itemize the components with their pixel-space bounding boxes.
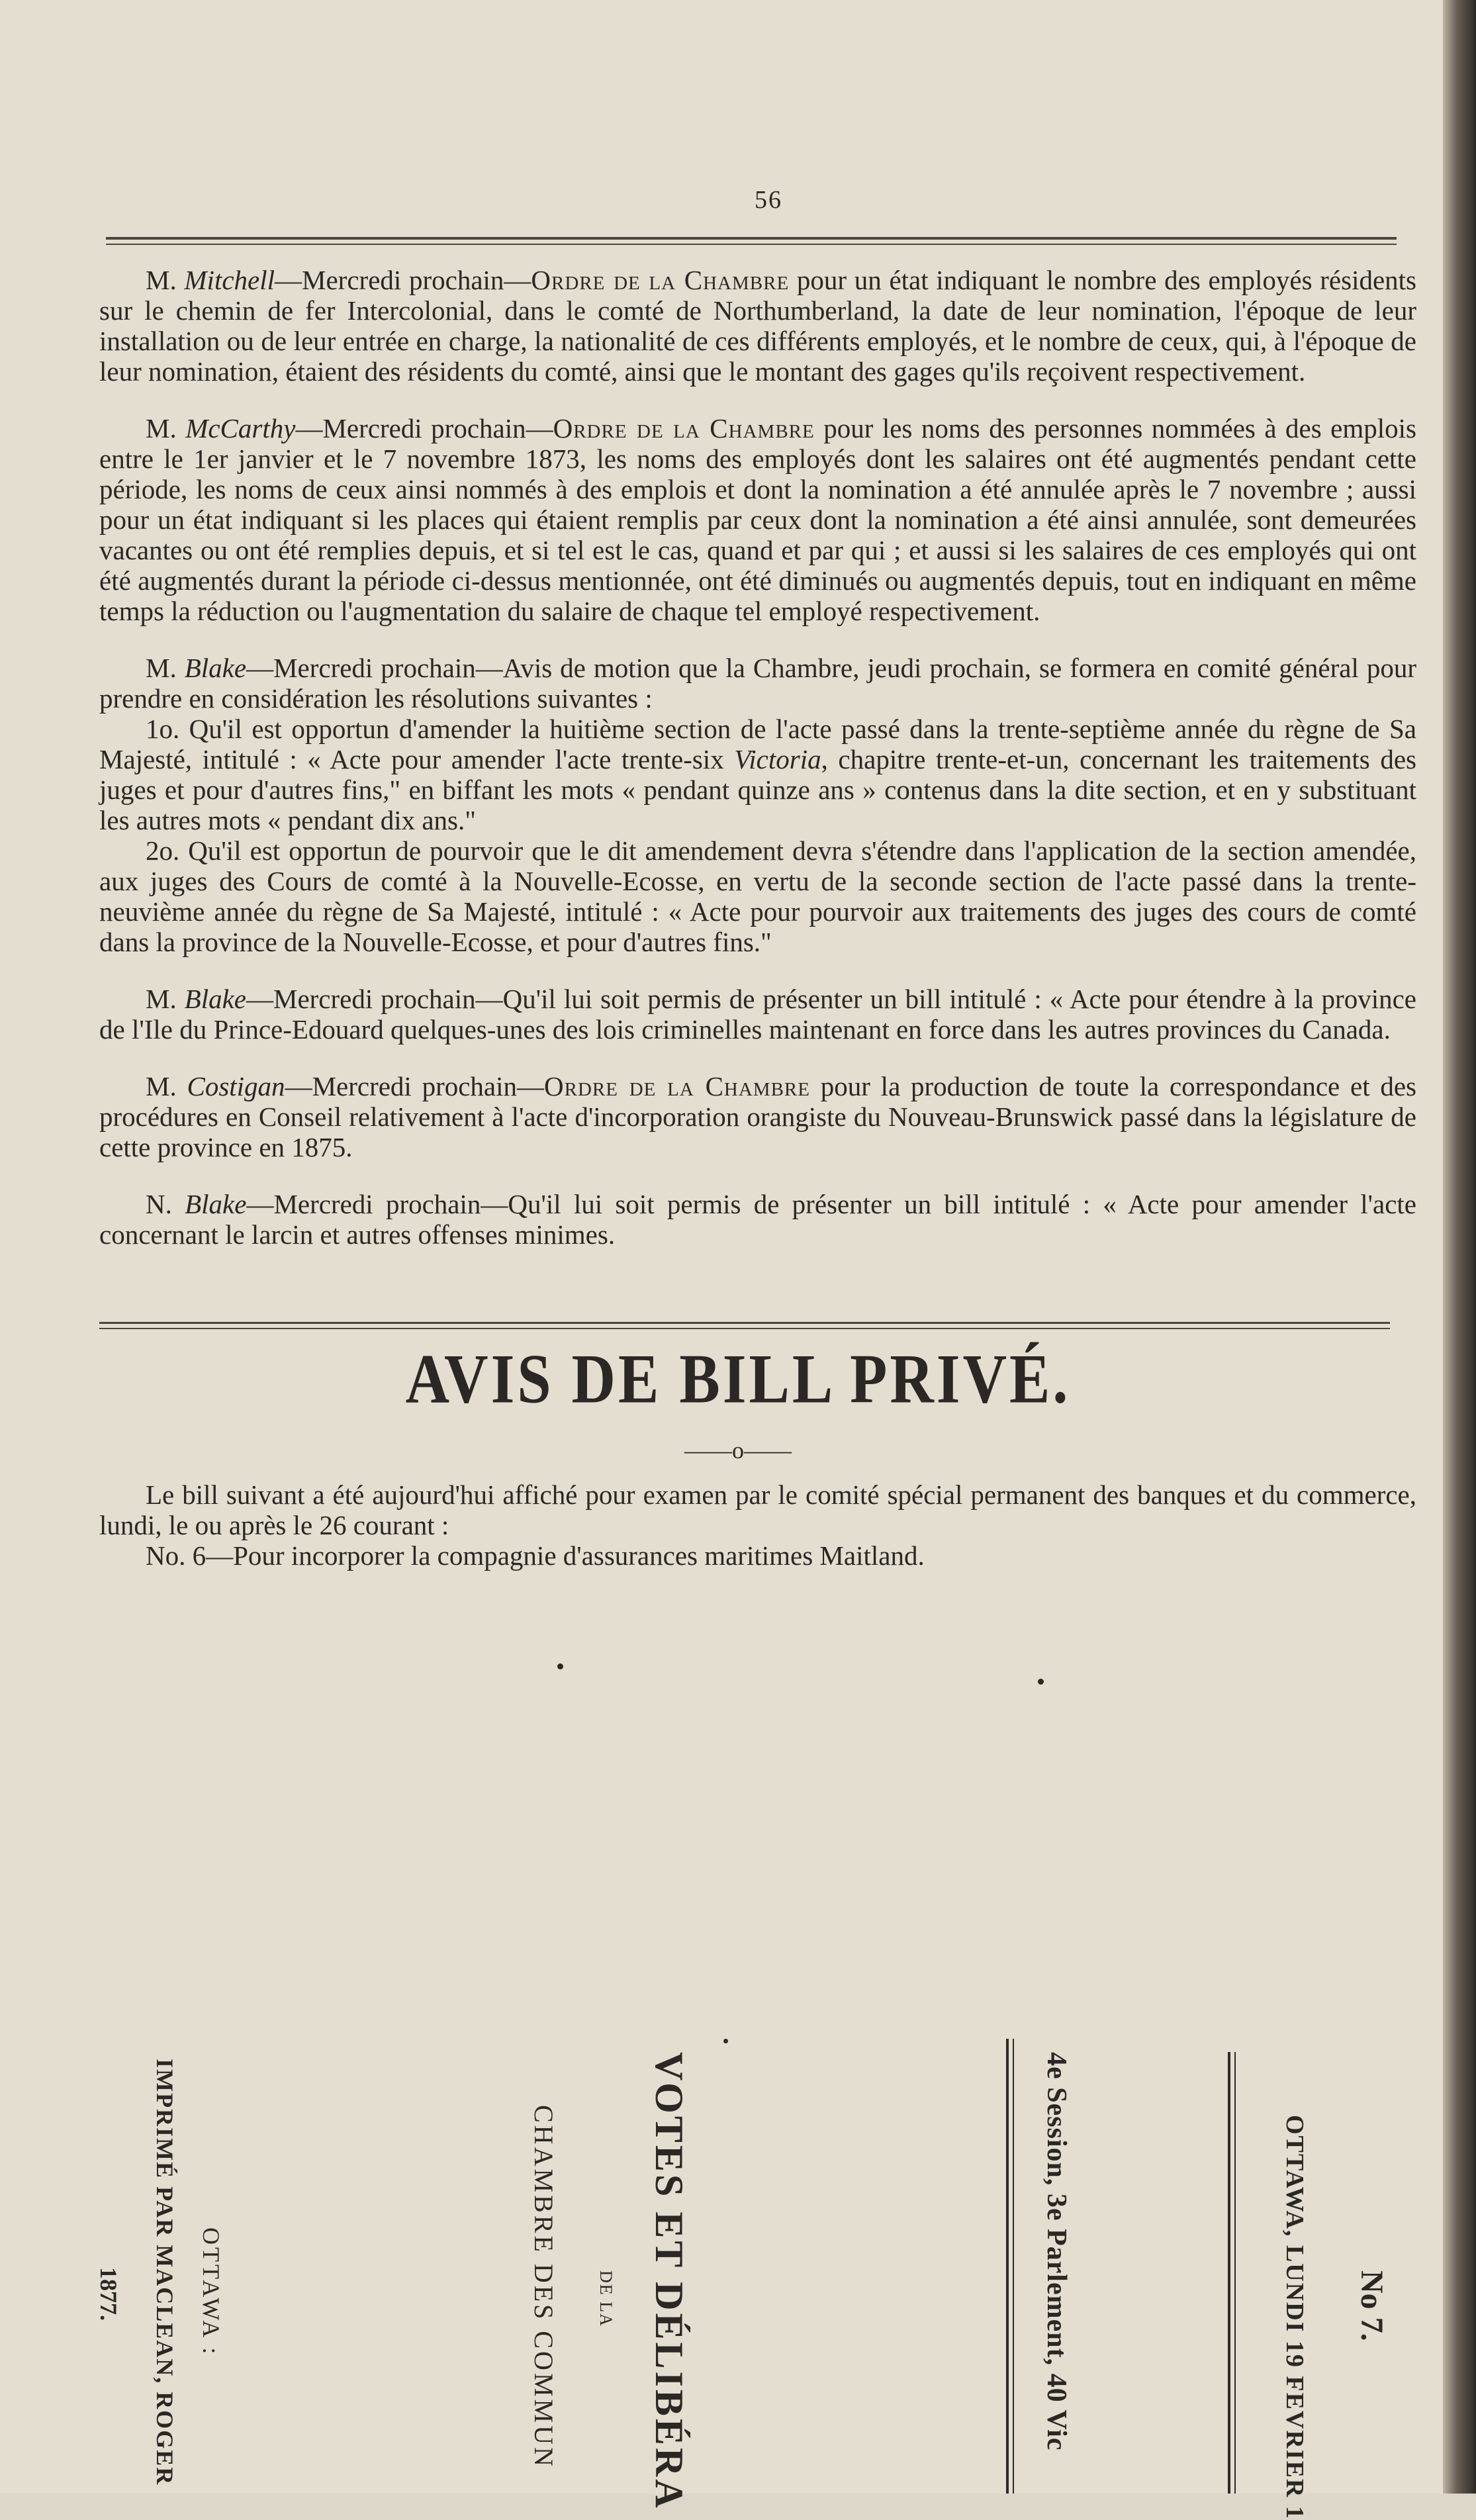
back-cover-rule [1228, 2052, 1230, 2494]
back-cover-de-la: DE LA [596, 2270, 616, 2327]
back-cover-session: 4e Session, 3e Parlement, 40 Vic [1041, 2052, 1072, 2451]
member-name: Mitchell [184, 265, 275, 295]
notice-mccarthy: M. McCarthy—Mercredi prochain—Ordre de la Chambre pour les noms des personnes nommées à des emplois entre le 1er janvier et le 7 novembre 1873, les noms des employés dont les salaires ont été augmentés pendant cette période, les noms de ceux ainsi nommés à des emplois et dont la nomination a été annulée après le 7 novembre ; aussi pour un état indiquant si les places qui étaient remplis par ceux dont la nomination a été ainsi annulée, sont demeurées vacantes ou ont été remplies depuis, et si tel est le cas, quand et par qui ; et aussi si les salaires de ces employés qui ont été augmentés durant la période ci-dessus mentionnée, ont été diminués ou augmentés depuis, tout en indiquant en même temps la réduction ou l'augmentation du salaire de chaque tel employé respectivement. [99, 413, 1417, 626]
back-cover-date: OTTAWA, LUNDI 19 FEVRIER 1 [1281, 2115, 1309, 2520]
notice-blake-resolutions: M. Blake—Mercredi prochain—Avis de motion que la Chambre, jeudi prochain, se formera en comité général pour prendre en considération les résolutions suivantes : [99, 653, 1416, 714]
back-cover-printer: IMPRIMÉ PAR MACLEAN, ROGER [152, 2059, 178, 2486]
back-cover-number: No 7. [1354, 2270, 1389, 2341]
middle-rule-thin [99, 1328, 1390, 1329]
private-bill-item: No. 6—Pour incorporer la compagnie d'assurances maritimes Maitland. [146, 1540, 925, 1571]
member-prefix: M. [146, 265, 185, 295]
page-number: 56 [755, 186, 782, 214]
private-bill-section [99, 1479, 1416, 1571]
ink-spot [557, 1663, 563, 1669]
separator: ——o—— [684, 1437, 792, 1464]
notice-blake-bill: M. Blake—Mercredi prochain—Qu'il lui soit permis de présenter un bill intitulé : « Acte pour étendre à la province de l'Ile du Prince-Edouard quelques-unes des lois criminelles maintenant en force dans les autres provinces du Canada. [99, 984, 1416, 1045]
back-cover-rule-thin [1234, 2052, 1236, 2494]
ink-spot [723, 2039, 728, 2043]
member-name: Blake [185, 1189, 247, 1219]
back-cover-rule [1006, 2039, 1009, 2494]
back-cover-ottawa: OTTAWA : [198, 2227, 224, 2357]
book-binding [1443, 0, 1476, 2494]
member-name: Blake [184, 984, 246, 1014]
private-bill-intro: Le bill suivant a été aujourd'hui affiché pour examen par le comité spécial permanent des banques et du commerce, lundi, le ou après le 26 courant : [99, 1479, 1416, 1540]
notice-costigan: M. Costigan—Mercredi prochain—Ordre de la Chambre pour la production de toute la correspondance et des procédures en Conseil relativement à l'acte d'incorporation orangiste du Nouveau-Brunswick passé dans la législature de cette province en 1875. [99, 1071, 1416, 1162]
back-cover-rule-thin [1013, 2039, 1014, 2494]
order-of-house: Ordre de la Chambre [531, 265, 790, 295]
back-cover-votes: VOTES ET DÉLIBÉRA [647, 2052, 691, 2511]
resolution-2: 2o. Qu'il est opportun de pourvoir que le dit amendement devra s'étendre dans l'application de la section amendée, aux juges des Cours de comté à la Nouvelle-Ecosse, en vertu de la seconde section de l'acte passé dans la trente-neuvième année du règne de Sa Majesté, intitulé : « Acte pour pourvoir aux traitements des juges des cours de comté dans la province de la Nouvelle-Ecosse, et pour d'autres fins." [99, 835, 1416, 957]
back-cover-chambre: CHAMBRE DES COMMUN [529, 2105, 559, 2469]
order-of-house: Ordre de la Chambre [553, 413, 815, 443]
order-of-house: Ordre de la Chambre [544, 1071, 810, 1101]
member-name: Blake [184, 653, 247, 683]
top-rule-thin [106, 244, 1397, 245]
top-rule [106, 237, 1397, 240]
private-bill-title: AVIS DE BILL PRIVÉ. [405, 1340, 1071, 1418]
member-name: McCarthy [185, 413, 296, 443]
member-name: Costigan [187, 1071, 285, 1101]
resolution-1: 1o. Qu'il est opportun d'amender la huitième section de l'acte passé dans la trente-septième année du règne de Sa Majesté, intitulé : « Acte pour amender l'acte trente-six Victoria, chapitre trente-et-un, concernant les traitements des juges et pour d'autres fins," en biffant les mots « pendant quinze ans » contenus dans la dite section, et en y substituant les autres mots « pendant dix ans." [99, 714, 1416, 835]
notices-section [99, 265, 1416, 1250]
notice-blake-larceny: N. Blake—Mercredi prochain—Qu'il lui soit permis de présenter un bill intitulé : « Acte pour amender l'acte concernant le larcin et autres offenses minimes. [99, 1189, 1416, 1250]
back-cover-year: 1877. [95, 2267, 122, 2321]
notice-mitchell: M. Mitchell—Mercredi prochain—Ordre de la Chambre pour un état indiquant le nombre des employés résidents sur le chemin de fer Intercolonial, dans le comté de Northumberland, la date de leur nomination, l'époque de leur installation ou de leur entrée en charge, la nationalité de ces différents employés, et le nombre de ceux, qui, à l'époque de leur nomination, étaient des résidents du comté, ainsi que le montant des gages qu'ils reçoivent respectivement. [99, 265, 1417, 387]
ink-spot [1038, 1679, 1044, 1685]
middle-rule [99, 1322, 1390, 1324]
